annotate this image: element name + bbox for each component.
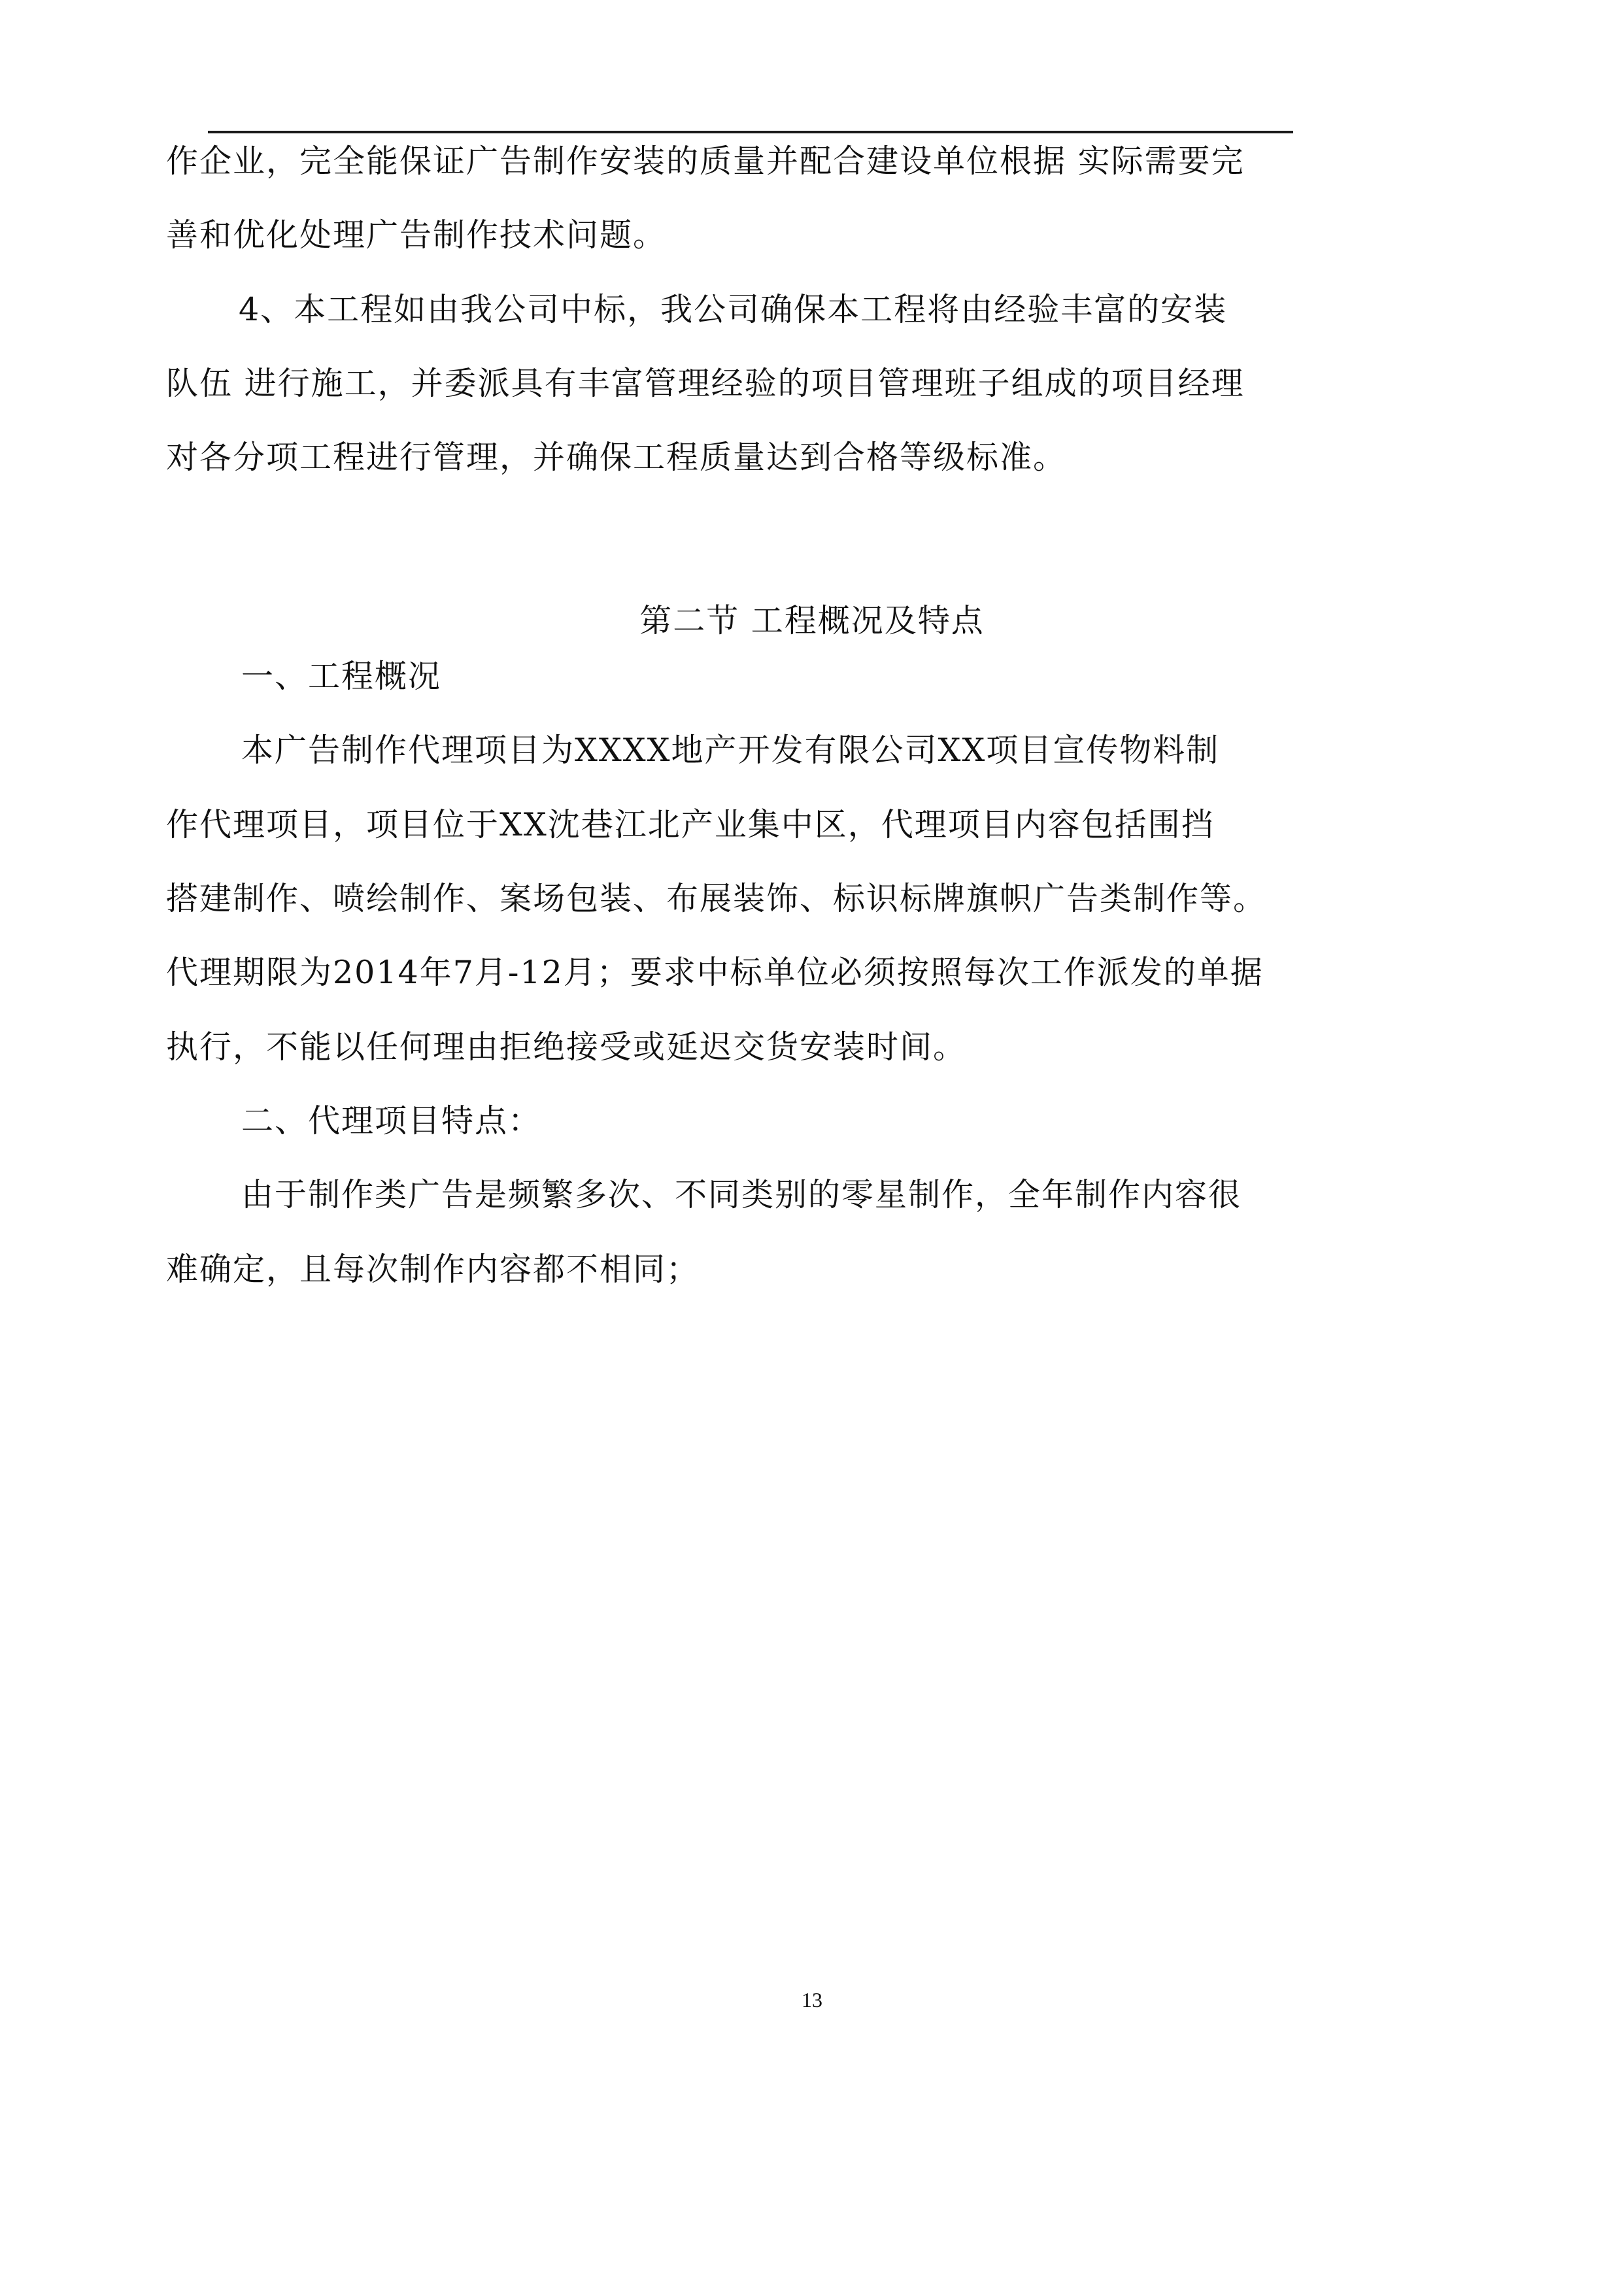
- page-number: 13: [802, 1988, 822, 2012]
- text-line: 搭建制作、喷绘制作、案场包装、布展装饰、标识标牌旗帜广告类制作等。: [166, 880, 1267, 917]
- text-line: 难确定，且每次制作内容都不相同；: [166, 1251, 700, 1288]
- text-line: 队伍 进行施工，并委派具有丰富管理经验的项目管理班子组成的项目经理: [166, 365, 1245, 402]
- text-line: 对各分项工程进行管理，并确保工程质量达到合格等级标准。: [166, 439, 1067, 476]
- text-line: 由于制作类广告是频繁多次、不同类别的零星制作，全年制作内容很: [241, 1176, 1242, 1213]
- subheading-overview: 一、工程概况: [241, 658, 442, 695]
- text-line: 作企业，完全能保证广告制作安装的质量并配合建设单位根据 实际需要完: [166, 143, 1245, 180]
- text-line: 4、本工程如由我公司中标，我公司确保本工程将由经验丰富的安装: [205, 291, 1228, 328]
- text-line: 作代理项目，项目位于XX沈巷江北产业集中区，代理项目内容包括围挡: [166, 806, 1215, 843]
- subheading-features: 二、代理项目特点：: [241, 1102, 542, 1139]
- text-line: 本广告制作代理项目为XXXX地产开发有限公司XX项目宣传物料制: [241, 732, 1220, 769]
- top-rule-divider: [208, 131, 1293, 133]
- section-heading: 第二节 工程概况及特点: [639, 602, 985, 639]
- text-line: 执行，不能以任何理由拒绝接受或延迟交货安装时间。: [166, 1028, 967, 1066]
- text-line: 代理期限为2014年7月-12月；要求中标单位必须按照每次工作派发的单据: [166, 954, 1264, 991]
- text-line: 善和优化处理广告制作技术问题。: [166, 216, 667, 254]
